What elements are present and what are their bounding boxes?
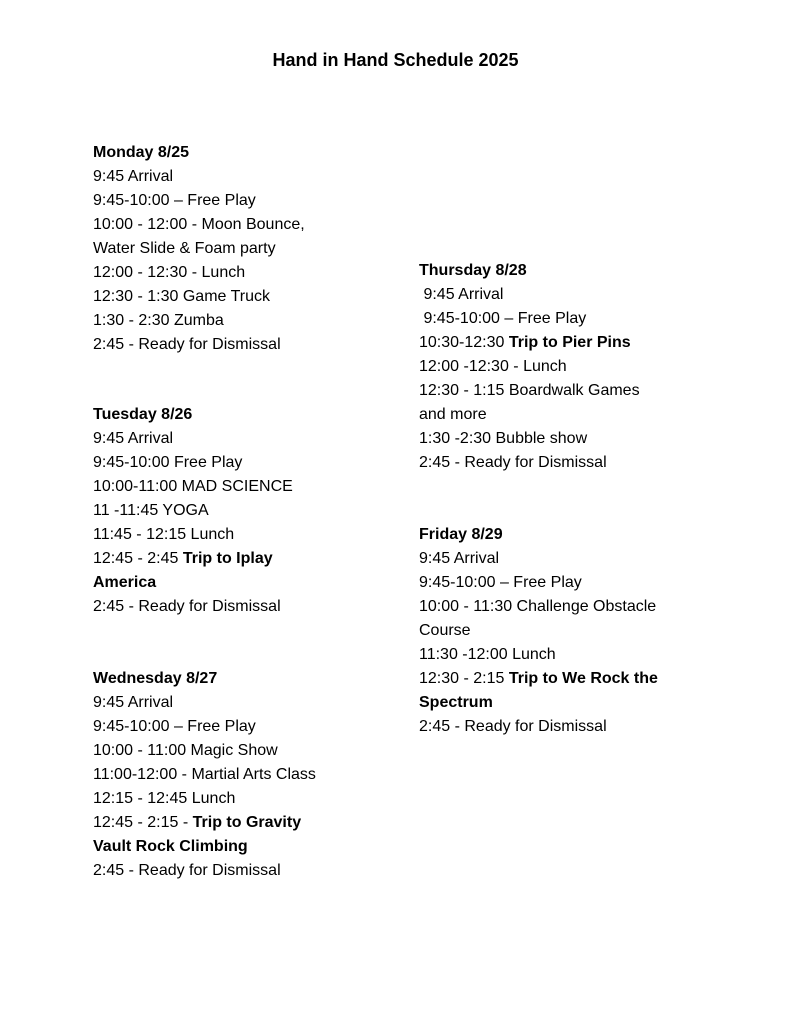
- schedule-line: [93, 499, 393, 523]
- schedule-line-text: 10:00 - 11:00 Magic Show: [93, 742, 278, 759]
- schedule-line-text: 10:00-11:00 MAD SCIENCE: [93, 478, 293, 495]
- schedule-line: [93, 571, 393, 595]
- schedule-line-text: 12:00 - 12:30 - Lunch: [93, 264, 246, 281]
- schedule-line-text: 10:30-12:30: [419, 334, 509, 351]
- day-block-friday: [419, 523, 739, 739]
- schedule-line-text: 10:00 - 11:30 Challenge Obstacle: [419, 598, 657, 615]
- trip-label: Trip to Iplay: [182, 550, 273, 567]
- schedule-line-text: 12:15 - 12:45 Lunch: [93, 790, 236, 807]
- schedule-line-text: Course: [419, 622, 471, 639]
- schedule-line: [419, 547, 739, 571]
- schedule-line-text: 9:45 Arrival: [93, 168, 174, 185]
- schedule-line: [419, 715, 739, 739]
- schedule-line: [419, 691, 739, 715]
- schedule-line: [419, 307, 739, 331]
- schedule-line: [93, 835, 393, 859]
- schedule-line: [419, 379, 739, 403]
- schedule-line: [419, 403, 739, 427]
- schedule-line-text: 9:45-10:00 – Free Play: [93, 718, 256, 735]
- schedule-line: [419, 451, 739, 475]
- schedule-line: [93, 333, 393, 357]
- schedule-line-text: 2:45 - Ready for Dismissal: [93, 336, 281, 353]
- schedule-line: [93, 523, 393, 547]
- page-title: Hand in Hand Schedule 2025: [272, 50, 519, 70]
- schedule-line-text: 9:45 Arrival: [93, 694, 174, 711]
- schedule-line: [93, 427, 393, 451]
- schedule-line-text: 2:45 - Ready for Dismissal: [419, 718, 607, 735]
- schedule-line-text: 12:30 - 1:15 Boardwalk Games: [419, 382, 640, 399]
- schedule-line: [419, 667, 739, 691]
- day-heading: Friday 8/29: [419, 526, 503, 543]
- schedule-line: [93, 261, 393, 285]
- schedule-line-text: 9:45-10:00 – Free Play: [93, 192, 256, 209]
- day-heading: Thursday 8/28: [419, 262, 527, 279]
- schedule-line: [419, 427, 739, 451]
- schedule-line: [93, 547, 393, 571]
- schedule-line-text: 9:45 Arrival: [93, 430, 174, 447]
- schedule-line: [93, 309, 393, 333]
- schedule-line-text: 1:30 - 2:30 Zumba: [93, 312, 224, 329]
- trip-label: Vault Rock Climbing: [93, 838, 248, 855]
- schedule-line: [93, 763, 393, 787]
- schedule-line: [93, 237, 393, 261]
- schedule-line: [93, 165, 393, 189]
- schedule-line: [93, 811, 393, 835]
- trip-label: Trip to Gravity: [192, 814, 302, 831]
- schedule-line-text: and more: [419, 406, 487, 423]
- schedule-line: [93, 189, 393, 213]
- schedule-line-text: 9:45-10:00 – Free Play: [419, 310, 587, 327]
- schedule-line: [93, 859, 393, 883]
- schedule-line-text: 2:45 - Ready for Dismissal: [93, 862, 281, 879]
- schedule-line-text: 12:30 - 1:30 Game Truck: [93, 288, 270, 305]
- schedule-line-text: 1:30 -2:30 Bubble show: [419, 430, 588, 447]
- schedule-line-text: 12:45 - 2:45: [93, 550, 183, 567]
- schedule-line-text: 9:45 Arrival: [419, 286, 504, 303]
- schedule-line: [419, 619, 739, 643]
- schedule-line: [93, 213, 393, 237]
- schedule-line-text: 11:00-12:00 - Martial Arts Class: [93, 766, 316, 783]
- day-block-thursday: [419, 259, 739, 475]
- schedule-line: [419, 355, 739, 379]
- day-block-tuesday: [93, 403, 393, 619]
- schedule-line: [93, 691, 393, 715]
- schedule-line-text: 11 -11:45 YOGA: [93, 502, 209, 519]
- schedule-line: [419, 283, 739, 307]
- schedule-line: [93, 595, 393, 619]
- schedule-line-text: 11:30 -12:00 Lunch: [419, 646, 556, 663]
- schedule-line-text: 9:45-10:00 Free Play: [93, 454, 243, 471]
- schedule-line: [93, 715, 393, 739]
- schedule-line-text: 9:45-10:00 – Free Play: [419, 574, 582, 591]
- day-block-wednesday: [93, 667, 393, 883]
- schedule-line-text: 12:30 - 2:15: [419, 670, 509, 687]
- schedule-line-text: 12:45 - 2:15 -: [93, 814, 193, 831]
- day-heading: Tuesday 8/26: [93, 406, 193, 423]
- schedule-line-text: 2:45 - Ready for Dismissal: [93, 598, 281, 615]
- schedule-line: [419, 595, 739, 619]
- schedule-line: [419, 643, 739, 667]
- schedule-line: [419, 331, 739, 355]
- trip-label: America: [93, 574, 157, 591]
- schedule-line-text: 11:45 - 12:15 Lunch: [93, 526, 235, 543]
- schedule-line: [93, 739, 393, 763]
- day-heading: Wednesday 8/27: [93, 670, 218, 687]
- schedule-line-text: 10:00 - 12:00 - Moon Bounce,: [93, 216, 305, 233]
- day-heading: Monday 8/25: [93, 144, 190, 161]
- schedule-line: [419, 571, 739, 595]
- schedule-line: [93, 451, 393, 475]
- schedule-line: [93, 787, 393, 811]
- schedule-line-text: Water Slide & Foam party: [93, 240, 276, 257]
- day-block-monday: [93, 141, 393, 357]
- schedule-line: [93, 475, 393, 499]
- schedule-line-text: 12:00 -12:30 - Lunch: [419, 358, 567, 375]
- schedule-line-text: 2:45 - Ready for Dismissal: [419, 454, 607, 471]
- schedule-line: [93, 285, 393, 309]
- schedule-line-text: 9:45 Arrival: [419, 550, 500, 567]
- trip-label: Trip to Pier Pins: [508, 334, 631, 351]
- trip-label: Spectrum: [419, 694, 493, 711]
- trip-label: Trip to We Rock the: [508, 670, 658, 687]
